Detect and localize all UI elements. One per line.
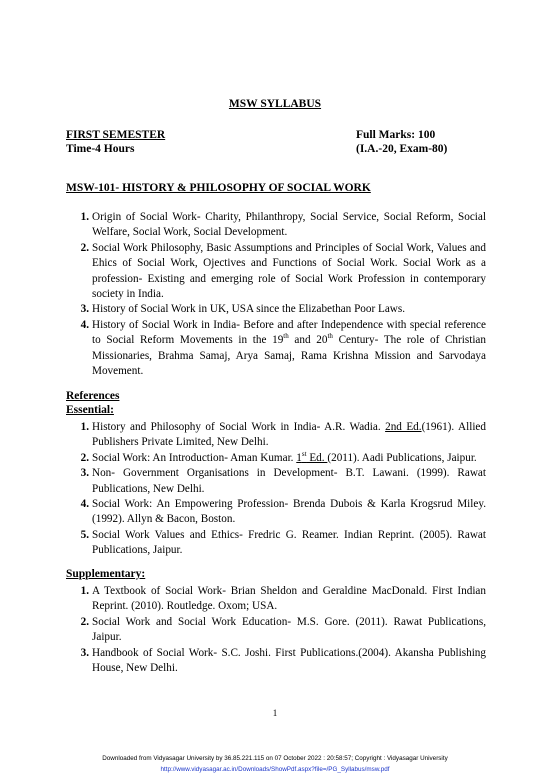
time-row xyxy=(66,143,486,155)
superscript: th xyxy=(283,332,289,341)
superscript: st xyxy=(301,449,307,458)
list-item xyxy=(66,466,486,497)
list-item xyxy=(66,318,486,380)
supplementary-reference-list xyxy=(66,584,486,676)
list-item xyxy=(66,210,486,241)
list-item xyxy=(66,241,486,303)
item-text-part: History and Philosophy of Social Work in India- A.R. Wadia. xyxy=(92,421,386,433)
item-text-part: (1961). Allied Publishers Private Limited, New Delhi. xyxy=(92,421,486,449)
item-text: Social Work: An Empowering Profession- Brenda Dubois & Karla Krogsrud Miley. (1992). Allyn & Bacon, Boston. xyxy=(92,498,486,526)
list-item xyxy=(66,497,486,528)
exam-time: Time-4 Hours xyxy=(66,143,135,155)
essential-heading: Essential: xyxy=(66,404,114,416)
item-text: Social Work and Social Work Education- M.S. Gore. (2011). Rawat Publications, Jaipur. xyxy=(92,615,486,644)
item-text: Social Work Values and Ethics- Fredric G. Reamer. Indian Reprint. (2005). Rawat Publications, Jaipur. xyxy=(92,528,486,557)
item-text-part: Century- The role of Christian Missionaries, Brahma Samaj, Arya Samaj, Rama Krishna Mission and Sarvodaya Movement. xyxy=(92,334,486,378)
full-marks: Full Marks: 100 xyxy=(356,129,436,141)
supplementary-heading: Supplementary: xyxy=(66,568,146,580)
list-item xyxy=(66,615,486,646)
list-item xyxy=(66,302,486,317)
item-text: History of Social Work in UK, USA since the Elizabethan Poor Laws. xyxy=(92,303,406,316)
item-number: 5. xyxy=(80,528,89,541)
semester-row xyxy=(66,129,486,141)
item-text: Non- Government Organisations in Development- B.T. Lawani. (1999). Rawat Publications, New Delhi. xyxy=(92,467,486,495)
item-number: 1. xyxy=(80,421,89,433)
course-title: MSW-101- HISTORY & PHILOSOPHY OF SOCIAL WORK xyxy=(66,182,371,194)
item-number: 3. xyxy=(80,467,89,480)
superscript: th xyxy=(327,332,333,341)
page-number: 1 xyxy=(272,708,278,718)
item-text: Handbook of Social Work- S.C. Joshi. First Publications.(2004). Akansha Publishing House, New Delhi. xyxy=(92,646,486,675)
item-text-part: Social Work: An Introduction- Aman Kumar. xyxy=(92,451,297,464)
item-number: 2. xyxy=(80,241,89,254)
item-text-part: History of Social Work in India- Before and after Independence with special reference to Social Reform Movements in the 19 xyxy=(92,318,486,347)
essential-reference-list xyxy=(66,420,486,559)
list-item xyxy=(66,528,486,559)
list-item xyxy=(66,646,486,677)
item-text: A Textbook of Social Work- Brian Sheldon and Geraldine MacDonald. First Indian Reprint. (2010). Routledge. Oxom; USA. xyxy=(92,585,486,613)
item-number: 4. xyxy=(80,318,89,331)
item-text: Social Work Philosophy, Basic Assumptions and Principles of Social Work, Values and Ehics of Social Work, Ojectives and Functions of Social Work. Social Work as a profession- Existing and emerging role of Social Work Profession in contemporary society in India. xyxy=(92,241,486,301)
item-number: 2. xyxy=(80,451,89,464)
page-title: MSW SYLLABUS xyxy=(228,98,322,110)
references-heading: References xyxy=(66,390,120,402)
download-note: Downloaded from Vidyasagar University by 36.85.221.115 on 07 October 2022 : 20:58:57; Copyright : Vidyasagar University xyxy=(102,755,448,762)
edition-text xyxy=(296,449,328,464)
marks-split: (I.A.-20, Exam-80) xyxy=(356,143,448,155)
edition-number: 1 xyxy=(296,451,302,464)
item-number: 3. xyxy=(80,303,89,316)
edition-text: 2nd Ed. xyxy=(385,421,422,433)
semester-label: FIRST SEMESTER xyxy=(66,129,166,141)
item-number: 2. xyxy=(80,615,89,628)
item-text: Origin of Social Work- Charity, Philanthropy, Social Service, Social Reform, Social Welfare, Social Work, Social Development. xyxy=(92,211,486,239)
topic-list xyxy=(66,210,486,379)
list-item xyxy=(66,584,486,615)
edition-suffix: Ed. xyxy=(306,451,328,464)
item-text-part: (2011). Aadi Publications, Jaipur. xyxy=(327,451,477,464)
item-number: 3. xyxy=(80,646,89,659)
item-number: 1. xyxy=(80,585,89,597)
list-item xyxy=(66,451,486,466)
source-url-link[interactable]: http://www.vidyasagar.ac.in/Downloads/ShowPdf.aspx?file=/PG_Syllabus/msw.pdf xyxy=(160,766,390,773)
list-item xyxy=(66,420,486,451)
item-text-part: and 20 xyxy=(288,334,328,347)
item-number: 4. xyxy=(80,498,89,511)
item-number: 1. xyxy=(80,211,89,223)
